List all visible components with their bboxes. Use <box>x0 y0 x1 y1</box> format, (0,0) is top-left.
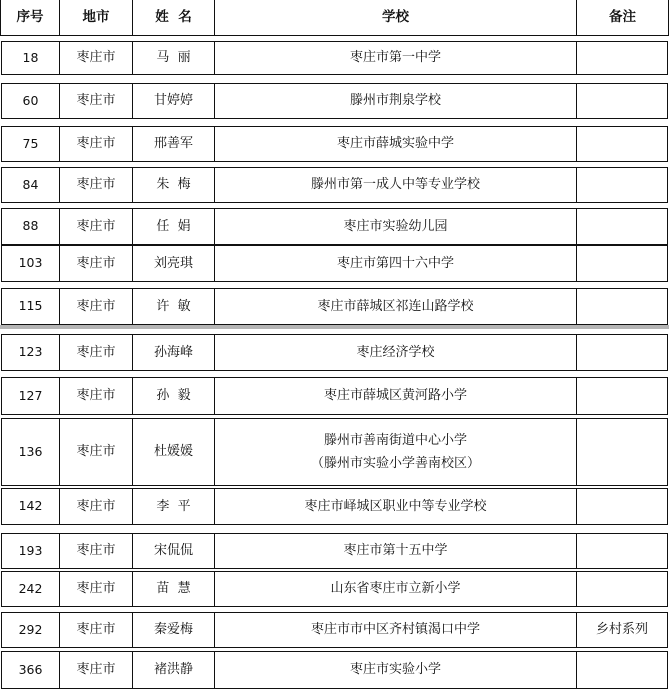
cell-note <box>576 571 668 607</box>
cell-index: 366 <box>1 651 59 689</box>
cell-note <box>576 288 668 325</box>
page-break-band <box>0 325 669 329</box>
cell-city: 枣庄市 <box>59 288 132 325</box>
cell-index: 103 <box>1 245 59 282</box>
cell-name: 苗 慧 <box>132 571 214 607</box>
table-row <box>0 288 669 325</box>
cell-name: 任 娟 <box>132 208 214 245</box>
cell-note <box>576 377 668 415</box>
cell-name: 邢善军 <box>132 126 214 162</box>
table-row <box>0 571 669 607</box>
cell-index: 142 <box>1 488 59 525</box>
cell-school: 枣庄经济学校 <box>214 334 576 371</box>
table-row <box>0 126 669 162</box>
table-row <box>0 334 669 371</box>
table-header-row <box>0 0 669 36</box>
header-name: 姓 名 <box>132 0 214 36</box>
cell-name: 朱 梅 <box>132 167 214 203</box>
cell-name: 褚洪静 <box>132 651 214 689</box>
cell-city: 枣庄市 <box>59 208 132 245</box>
cell-note: 乡村系列 <box>576 612 668 648</box>
header-note: 备注 <box>576 0 669 36</box>
cell-name: 刘亮琪 <box>132 245 214 282</box>
cell-name: 秦爱梅 <box>132 612 214 648</box>
cell-name: 马 丽 <box>132 41 214 75</box>
cell-city: 枣庄市 <box>59 334 132 371</box>
cell-school: 枣庄市实验幼儿园 <box>214 208 576 245</box>
table-row <box>0 612 669 648</box>
cell-city: 枣庄市 <box>59 245 132 282</box>
cell-school: 滕州市第一成人中等专业学校 <box>214 167 576 203</box>
cell-index: 18 <box>1 41 59 75</box>
cell-school: 枣庄市薛城实验中学 <box>214 126 576 162</box>
cell-name: 许 敏 <box>132 288 214 325</box>
cell-note <box>576 651 668 689</box>
cell-index: 136 <box>1 418 59 486</box>
cell-index: 292 <box>1 612 59 648</box>
cell-index: 242 <box>1 571 59 607</box>
table-row <box>0 533 669 569</box>
cell-note <box>576 245 668 282</box>
cell-name: 宋侃侃 <box>132 533 214 569</box>
cell-city: 枣庄市 <box>59 418 132 486</box>
cell-note <box>576 208 668 245</box>
cell-school: 枣庄市市中区齐村镇渴口中学 <box>214 612 576 648</box>
header-index: 序号 <box>0 0 59 36</box>
header-school: 学校 <box>214 0 576 36</box>
table-row <box>0 167 669 203</box>
cell-school: 枣庄市实验小学 <box>214 651 576 689</box>
cell-index: 115 <box>1 288 59 325</box>
cell-index: 60 <box>1 83 59 119</box>
cell-city: 枣庄市 <box>59 488 132 525</box>
cell-school: 枣庄市第四十六中学 <box>214 245 576 282</box>
cell-name: 李 平 <box>132 488 214 525</box>
cell-name: 甘婷婷 <box>132 83 214 119</box>
cell-city: 枣庄市 <box>59 126 132 162</box>
cell-note <box>576 41 668 75</box>
cell-city: 枣庄市 <box>59 41 132 75</box>
cell-name: 孙 毅 <box>132 377 214 415</box>
school-line-1: 滕州市善南街道中心小学 <box>323 432 467 448</box>
cell-school: 枣庄市第十五中学 <box>214 533 576 569</box>
cell-school: 枣庄市薛城区黄河路小学 <box>214 377 576 415</box>
cell-city: 枣庄市 <box>59 612 132 648</box>
cell-index: 127 <box>1 377 59 415</box>
cell-index: 123 <box>1 334 59 371</box>
cell-city: 枣庄市 <box>59 167 132 203</box>
school-line-2: （滕州市实验小学善南校区） <box>310 456 480 471</box>
table-row <box>0 651 669 689</box>
cell-school: 滕州市荆泉学校 <box>214 83 576 119</box>
cell-school: 枣庄市第一中学 <box>214 41 576 75</box>
table-row <box>0 377 669 415</box>
cell-city: 枣庄市 <box>59 83 132 119</box>
cell-name: 杜媛媛 <box>132 418 214 486</box>
cell-school: 山东省枣庄市立新小学 <box>214 571 576 607</box>
cell-note <box>576 488 668 525</box>
table-row <box>0 208 669 245</box>
table-row <box>0 488 669 525</box>
table-row <box>0 418 669 486</box>
cell-index: 75 <box>1 126 59 162</box>
table-row <box>0 245 669 282</box>
cell-city: 枣庄市 <box>59 533 132 569</box>
cell-note <box>576 334 668 371</box>
cell-index: 88 <box>1 208 59 245</box>
table-row <box>0 41 669 75</box>
cell-note <box>576 533 668 569</box>
cell-index: 84 <box>1 167 59 203</box>
cell-note <box>576 418 668 486</box>
cell-school <box>214 418 576 486</box>
cell-city: 枣庄市 <box>59 571 132 607</box>
cell-note <box>576 83 668 119</box>
cell-school: 枣庄市薛城区祁连山路学校 <box>214 288 576 325</box>
cell-index: 193 <box>1 533 59 569</box>
header-city: 地市 <box>59 0 132 36</box>
cell-note <box>576 167 668 203</box>
cell-note <box>576 126 668 162</box>
table-row <box>0 83 669 119</box>
cell-school: 枣庄市峄城区职业中等专业学校 <box>214 488 576 525</box>
cell-city: 枣庄市 <box>59 651 132 689</box>
cell-city: 枣庄市 <box>59 377 132 415</box>
cell-name: 孙海峰 <box>132 334 214 371</box>
